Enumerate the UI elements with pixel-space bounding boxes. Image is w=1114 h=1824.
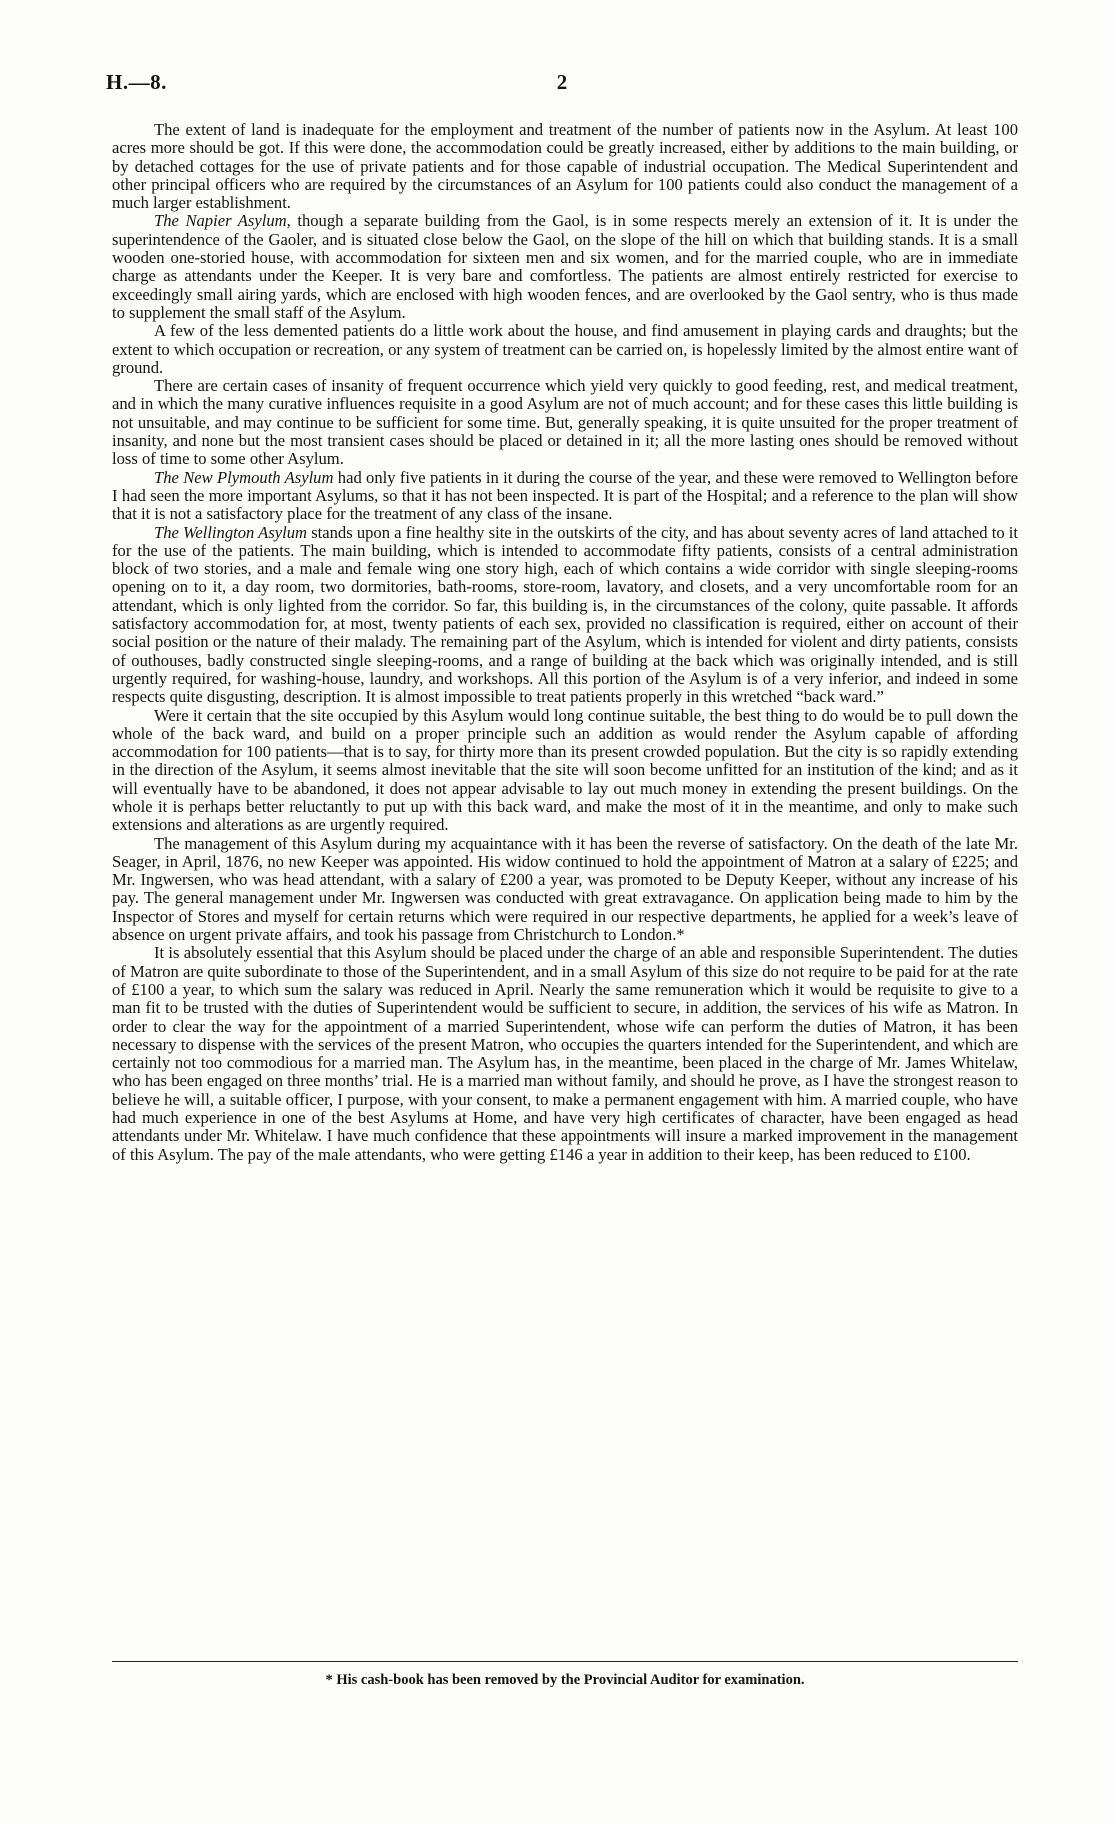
page-number: 2 (556, 70, 568, 94)
asylum-name: The Napier Asylum, (154, 211, 291, 231)
asylum-name: The Wellington Asylum (154, 522, 308, 542)
series-number: H.—8. (106, 70, 167, 94)
paragraph (112, 524, 1018, 707)
paragraph: The extent of land is inadequate for the employment and treatment of the number of patients now in the Asylum. At least 100 acres more should be got. If this were done, the accommodation could be greatly increased, either by additions to the main building, or by detached cottages for the use of private patients and for those capable of industrial occupation. The Medical Superintendent and other principal officers who are required by the circumstances of an Asylum for 100 patients could also conduct the management of a much larger establishment. (112, 120, 1018, 213)
paragraph: The management of this Asylum during my acquaintance with it has been the reverse of satisfactory. On the death of the late Mr. Seager, in April, 1876, no new Keeper was appointed. His widow continued to hold the appointment of Matron at a salary of £225; and Mr. Ingwersen, who was head attendant, with a salary of £200 a year, was promoted to be Deputy Keeper, without any increase of his pay. The general management under Mr. Ingwersen was conducted with great extravagance. On application being made to him by the Inspector of Stores and myself for certain returns which were required in our respective departments, he applied for a week’s leave of absence on urgent private affairs, and took his passage from Christchurch to London.* (112, 833, 1018, 945)
paragraph: Were it certain that the site occupied by this Asylum would long continue suitable, the best thing to do would be to pull down the whole of the back ward, and build on a proper principle such an addition as would render the Asylum capable of affording accommodation for 100 patients—that is to say, for thirty more than its present crowded population. But the city is so rapidly extending in the direction of the Asylum, it seems almost inevitable that the site will soon become unfitted for an institution of the kind; and as it will eventually have to be abandoned, it does not appear advisable to lay out much money in extending the present buildings. On the whole it is perhaps better reluctantly to put up with this back ward, and make the most of it in the meantime, and only to make such extensions and alterations as are urgently required. (112, 705, 1018, 835)
paragraph-text: stands upon a fine healthy site in the outskirts of the city, and has about seventy acres of land attached to it for the use of the patients. The main building, which is intended to accommodate fifty patients, consists of a central administration block of two stories, and a male and female wing one story high, each of which contains a wide corridor with single sleeping-rooms opening on to it, a day room, two dormitories, bath-rooms, store-room, lavatory, and closets, and a very uncomfortable room for an attendant, which is only lighted from the corridor. So far, this building is, in the circumstances of the colony, quite passable. It affords satisfactory accommodation for, at most, twenty patients of each sex, provided no classification is required, either on account of their social position or the nature of their malady. The remaining part of the Asylum, which is intended for violent and dirty patients, consists of outhouses, badly constructed single sleeping-rooms, and a range of building at the back which was originally intended, and is still urgently required, for washing-house, laundry, and workshops. All this portion of the Asylum is of a very inferior, and indeed in some respects quite disgusting, description. It is almost impossible to treat patients properly in this wretched “back ward.” (112, 522, 1018, 707)
paragraph (112, 212, 1018, 322)
paragraph: There are certain cases of insanity of frequent occurrence which yield very quickly to good feeding, rest, and medical treatment, and in which the many curative influences requisite in a good Asylum are not of much account; and for these cases this little building is not unsuitable, and may continue to be sufficient for some time. But, generally speaking, it is quite unsuited for the proper treatment of insanity, and none but the most transient cases should be placed or detained in it; all the more lasting ones should be removed without loss of time to some other Asylum. (112, 376, 1018, 469)
paragraph-text: had only five patients in it during the course of the year, and these were removed to Wellington before I had seen the more important Asylums, so that it has not been inspected. It is part of the Hospital; and a reference to the plan will show that it is not a satisfactory place for the treatment of any class of the insane. (112, 467, 1019, 524)
body-text (112, 121, 1018, 1164)
paragraph: A few of the less demented patients do a little work about the house, and find amusement in playing cards and draughts; but the extent to which occupation or recreation, or any system of treatment can be carried on, is hopelessly limited by the almost entire want of ground. (112, 321, 1018, 377)
footnote: * His cash-book has been removed by the Provincial Auditor for examination. (325, 1672, 805, 1688)
footnote-rule (112, 1661, 1018, 1662)
paragraph: It is absolutely essential that this Asylum should be placed under the charge of an able and responsible Superintendent. The duties of Matron are quite subordinate to those of the Superintendent, and in a small Asylum of this size do not require to be paid for at the rate of £100 a year, to which sum the salary was reduced in April. Nearly the same remuneration which it would be requisite to give to a man fit to be trusted with the duties of Superintendent would be sufficient to secure, in addition, the services of his wife as Matron. In order to clear the way for the appointment of a married Superintendent, whose wife can perform the duties of Matron, it has been necessary to dispense with the services of the present Matron, who occupies the quarters intended for the Superintendent, and which are certainly not too commodious for a married man. The Asylum has, in the meantime, been placed in the charge of Mr. James Whitelaw, who has been engaged on three months’ trial. He is a married man without family, and should he prove, as I have the strongest reason to believe he will, a suitable officer, I purpose, with your consent, to make a permanent engagement with him. A married couple, who have had much experience in one of the best Asylums at Home, and have very high certificates of character, have been engaged as head attendants under Mr. Whitelaw. I have much confidence that these appointments will insure a marked improvement in the management of this Asylum. The pay of the male attendants, who were getting £146 a year in addition to their keep, has been reduced to £100. (112, 943, 1018, 1164)
paragraph (112, 469, 1018, 524)
paragraph-text: though a separate building from the Gaol, is in some respects merely an extension of it. It is under the superintendence of the Gaoler, and is situated close below the Gaol, on the slope of the hill on which that building stands. It is a small wooden one-storied house, with accommodation for sixteen men and six women, and for the married couple, who are in immediate charge as attendants under the Keeper. It is very bare and comfortless. The patients are almost entirely restricted for exercise to exceedingly small airing yards, which are enclosed with high wooden fences, and are overlooked by the Gaol sentry, who is thus made to supplement the small staff of the Asylum. (112, 211, 1018, 322)
asylum-name: The New Plymouth Asylum (154, 467, 334, 487)
page-header (106, 70, 1018, 100)
